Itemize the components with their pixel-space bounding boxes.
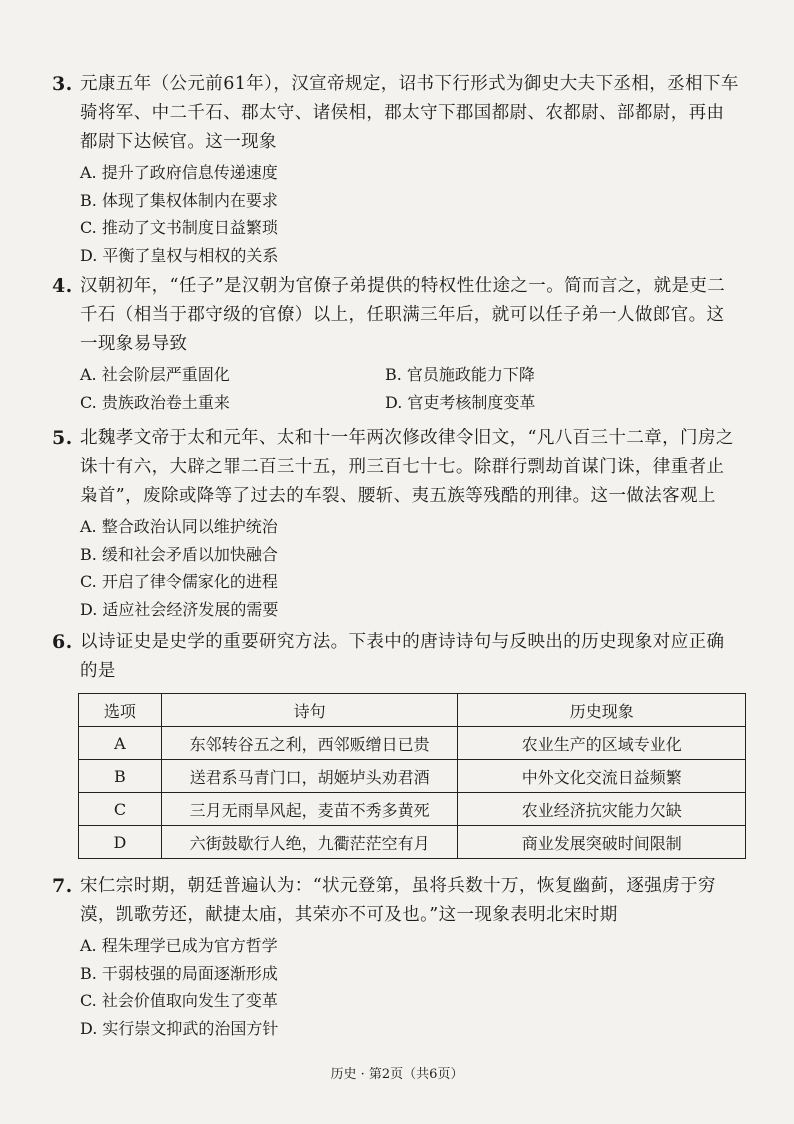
question-7-number: 7. [52, 875, 73, 897]
question-5-text: 北魏孝文帝于太和元年、太和十一年两次修改律令旧文，“凡八百三十二章，门房之诛十有六，大辟之罪二百三十五，刑三百七十七。除群行剽劫首谋门诛，律重者止枭首”，废除或降等了过去的车裂、腰斩、夷五族等残酷的刑律。这一做法客观上 [80, 428, 734, 506]
table-header-cell: 诗句 [161, 694, 458, 727]
table-cell: 送君系马青门口，胡姬垆头劝君酒 [161, 760, 458, 793]
question-6-number: 6. [52, 631, 73, 653]
question-4-options [52, 361, 742, 416]
question-4-stem [52, 272, 742, 359]
table-cell: D [79, 826, 162, 859]
option-a: A. 提升了政府信息传递速度 [80, 163, 278, 182]
question-5 [52, 424, 742, 623]
option-d: D. 实行崇文抑武的治国方针 [80, 1018, 279, 1038]
question-5-number: 5. [52, 427, 73, 449]
question-3-number: 3. [52, 73, 73, 95]
question-7 [52, 872, 742, 1042]
poetry-history-table [78, 693, 746, 859]
option-b: B. 体现了集权体制内在要求 [80, 190, 278, 210]
table-header-row [79, 694, 746, 727]
table-row [79, 727, 746, 760]
page-footer: 历史 · 第2页（共6页） [330, 1067, 464, 1082]
table-cell: 中外文化交流日益频繁 [458, 760, 746, 793]
option-b: B. 缓和社会矛盾以加快融合 [80, 544, 278, 564]
option-c: C. 社会价值取向发生了变革 [80, 991, 278, 1010]
option-b: B. 官员施政能力下降 [385, 365, 535, 384]
table-cell: 商业发展突破时间限制 [458, 826, 746, 859]
question-3-text: 元康五年（公元前61年），汉宣帝规定，诏书下行形式为御史大夫下丞相，丞相下车骑将军、中二千石、郡太守、诸侯相，郡太守下郡国都尉、农都尉、部都尉，再由都尉下达候官。这一现象 [80, 74, 739, 152]
table-cell: 东邻转谷五之利，西邻贩缯日已贵 [161, 727, 458, 760]
question-5-options [52, 513, 742, 623]
question-7-options [52, 932, 742, 1042]
option-c: C. 贵族政治卷土重来 [80, 392, 230, 412]
option-b: B. 干弱枝强的局面逐渐形成 [80, 963, 278, 983]
option-a: A. 整合政治认同以维护统治 [80, 517, 278, 536]
table-header-cell: 选项 [79, 694, 162, 727]
table-cell: 三月无雨旱风起，麦苗不秀多黄死 [161, 793, 458, 826]
option-c: C. 推动了文书制度日益繁琐 [80, 218, 278, 237]
option-c: C. 开启了律令儒家化的进程 [80, 572, 278, 591]
question-6-text: 以诗证史是史学的重要研究方法。下表中的唐诗诗句与反映出的历史现象对应正确的是 [80, 632, 725, 681]
question-3-stem [52, 70, 742, 157]
question-6 [52, 628, 742, 686]
question-4-text: 汉朝初年，“任子”是汉朝为官僚子弟提供的特权性仕途之一。简而言之，就是吏二千石（相当于郡守级的官僚）以上，任职满三年后，就可以任子弟一人做郎官。这一现象易导致 [80, 276, 726, 354]
option-d: D. 平衡了皇权与相权的关系 [80, 245, 279, 265]
question-3 [52, 70, 742, 269]
table-row [79, 760, 746, 793]
table-cell: 农业经济抗灾能力欠缺 [458, 793, 746, 826]
question-6-stem [52, 628, 742, 686]
table-row [79, 826, 746, 859]
table-cell: A [79, 727, 162, 760]
option-a: A. 程朱理学已成为官方哲学 [80, 936, 278, 955]
question-4 [52, 272, 742, 416]
option-a: A. 社会阶层严重固化 [80, 365, 230, 384]
option-d: D. 适应社会经济发展的需要 [80, 599, 279, 619]
question-5-stem [52, 424, 742, 511]
table-row [79, 793, 746, 826]
option-d: D. 官吏考核制度变革 [385, 392, 536, 412]
question-7-text: 宋仁宗时期，朝廷普遍认为：“状元登第，虽将兵数十万，恢复幽蓟，逐强虏于穷漠，凯歌劳还，献捷太庙，其荣亦不可及也。”这一现象表明北宋时期 [80, 876, 716, 925]
question-4-number: 4. [52, 275, 73, 297]
table-cell: 农业生产的区域专业化 [458, 727, 746, 760]
table-cell: B [79, 760, 162, 793]
table-header-cell: 历史现象 [458, 694, 746, 727]
question-3-options [52, 159, 742, 269]
table-cell: C [79, 793, 162, 826]
question-7-stem [52, 872, 742, 930]
table-cell: 六街鼓歇行人绝，九衢茫茫空有月 [161, 826, 458, 859]
